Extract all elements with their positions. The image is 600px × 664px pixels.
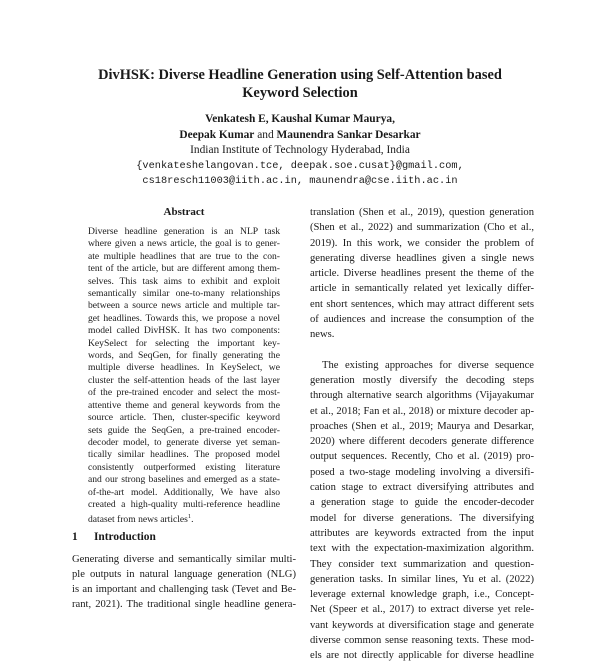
body-line: 2020) where different decoders generate difference: [310, 436, 534, 448]
intro-line: ple outputs in natural language generation (NLG): [72, 569, 296, 580]
body-line: vant keywords at diversification stage and generate: [310, 619, 534, 631]
body-line: a generation stage to guide the encoder-decoder: [310, 497, 534, 509]
abstract-body: [88, 226, 280, 527]
right-column: [310, 205, 534, 664]
introduction-body: [72, 552, 296, 612]
authors-line-1: Venkatesh E, Kaushal Kumar Maurya,: [205, 113, 395, 125]
body-line: translation (Shen et al., 2019), question generation: [310, 207, 534, 218]
body-line: generation mostly diversify the decoding steps: [310, 374, 534, 386]
body-line: attributes are keywords extracted from the input: [310, 527, 534, 539]
body-line: They consider text summarization and question-: [310, 558, 534, 570]
abstract-line: Diverse headline generation is an NLP task: [88, 226, 280, 237]
authors-line-2: [60, 128, 540, 144]
body-line: The existing approaches for diverse sequence: [322, 359, 534, 371]
section-heading-introduction: [72, 531, 156, 543]
authors-and: and: [257, 128, 274, 141]
author-maunendra: Maunendra Sankar Desarkar: [276, 128, 421, 141]
body-line: cation stage to extract diversifying attributes and: [310, 482, 534, 494]
abstract-line: and our strong baselines and emerged as a state-: [88, 474, 280, 486]
author-deepak: Deepak Kumar: [179, 128, 255, 141]
email-line-1: {venkateshelangovan.tce, deepak.soe.cusat}@gmail.com,: [136, 159, 464, 172]
abstract-line: multiple diverse headlines. In KeySelect, we: [88, 362, 280, 374]
affiliation: Indian Institute of Technology Hyderabad, India: [190, 144, 410, 156]
abstract-heading: Abstract: [163, 206, 205, 218]
abstract-line: dataset from news articles: [88, 514, 188, 526]
section-number: 1: [72, 531, 78, 543]
body-line: posed a two-stage modeling involving a diversifi-: [310, 466, 534, 478]
paper-title: [60, 66, 540, 102]
abstract-line: selves. This task aims to exhibit and exploit: [88, 275, 280, 287]
abstract-line: attentive theme and general keywords from the: [88, 399, 280, 411]
abstract-line: where given a news article, the goal is to gener-: [88, 238, 280, 250]
body-line: article. Diverse headlines present the theme of the: [310, 268, 534, 280]
body-line: els are not directly applicable for diverse headline: [310, 650, 534, 662]
body-line: output sequences. Recently, Cho et al. (2019) pro-: [310, 451, 534, 463]
body-line: leverage external knowledge graph, i.e., Concept-: [310, 589, 534, 601]
abstract-line: source article. Then, cluster-specific keyword: [88, 412, 280, 424]
abstract-line: KeySelect for selecting the important key-: [88, 337, 280, 349]
section-title: Introduction: [94, 531, 156, 543]
body-line: ent short sentences, which may attract different sets: [310, 298, 534, 310]
body-line: et al., 2018; Fan et al., 2018) or mixture decoder ap-: [310, 405, 534, 417]
abstract-line: tent of the article, but are different among them-: [88, 263, 280, 275]
paragraph-gap: [310, 343, 534, 358]
body-line: proaches (Shen et al., 2019; Maurya and Desarkar,: [310, 420, 534, 432]
footnote-mark: 1: [187, 513, 192, 521]
body-line: generating diverse headlines given a single news: [310, 252, 534, 264]
title-line-1: DivHSK: Diverse Headline Generation using Self-Attention based: [98, 67, 502, 83]
intro-line: is an important and challenging task (Tevet and Be-: [72, 584, 296, 595]
body-line: generation tasks. In similar lines, Yu et al. (2022): [310, 573, 534, 585]
abstract-line: of the pre-trained encoder and select the most-: [88, 387, 280, 399]
body-line: of audiences and increase the consumption of the: [310, 314, 534, 326]
intro-line: rant, 2021). The traditional single headline genera-: [72, 599, 296, 610]
body-line: article in semantically related yet lexically differ-: [310, 283, 534, 295]
abstract-line: words, and SeqGen, for finally generating the: [88, 350, 280, 362]
abstract-last-line: dataset from news articles$^1$.: [88, 513, 194, 526]
abstract-line: semantically similar one-to-many relationships: [88, 288, 280, 300]
body-line: diverse common sense reasoning texts. These mod-: [310, 635, 534, 647]
body-line: 2019). In this work, we consider the problem of: [310, 237, 534, 249]
abstract-line: decoder model, to generate diverse yet seman-: [88, 436, 280, 448]
body-line: through alternative search algorithms (Vijayakumar: [310, 390, 534, 402]
body-line: Net (Speer et al., 2017) to extract diverse yet rele-: [310, 604, 534, 616]
intro-line: Generating diverse and semantically similar multi-: [72, 554, 296, 565]
body-line: (Shen et al., 2022) and summarization (Cho et al.,: [310, 222, 534, 234]
abstract-line: between a source news article and multiple tar-: [88, 300, 280, 312]
abstract-line: get headlines. Towards this, we propose a novel: [88, 312, 280, 324]
abstract-line: of-the-art model. Additionally, We have also: [88, 486, 280, 498]
abstract-line: consistently outperformed existing literature: [88, 461, 280, 473]
author-block: [60, 112, 540, 190]
abstract-line: tically similar headlines. The proposed model: [88, 449, 280, 461]
abstract-line: created a high-quality multi-reference headline: [88, 498, 280, 510]
body-line: model for diverse generations. The diversifying: [310, 512, 534, 524]
abstract-line: cluster the self-attention heads of the last layer: [88, 374, 280, 386]
title-line-2: Keyword Selection: [242, 85, 358, 101]
abstract-line: model called DivHSK. It has two components:: [88, 325, 280, 337]
abstract-line: ate multiple headlines that are true to the con-: [88, 250, 280, 262]
email-line-2: cs18resch11003@iith.ac.in, maunendra@cse.iith.ac.in: [142, 175, 458, 187]
abstract-line: sets guide the SeqGen, a pre-trained encoder-: [88, 424, 280, 436]
body-line: text with the expectation-maximization algorithm.: [310, 543, 534, 555]
body-line: news.: [310, 329, 335, 341]
